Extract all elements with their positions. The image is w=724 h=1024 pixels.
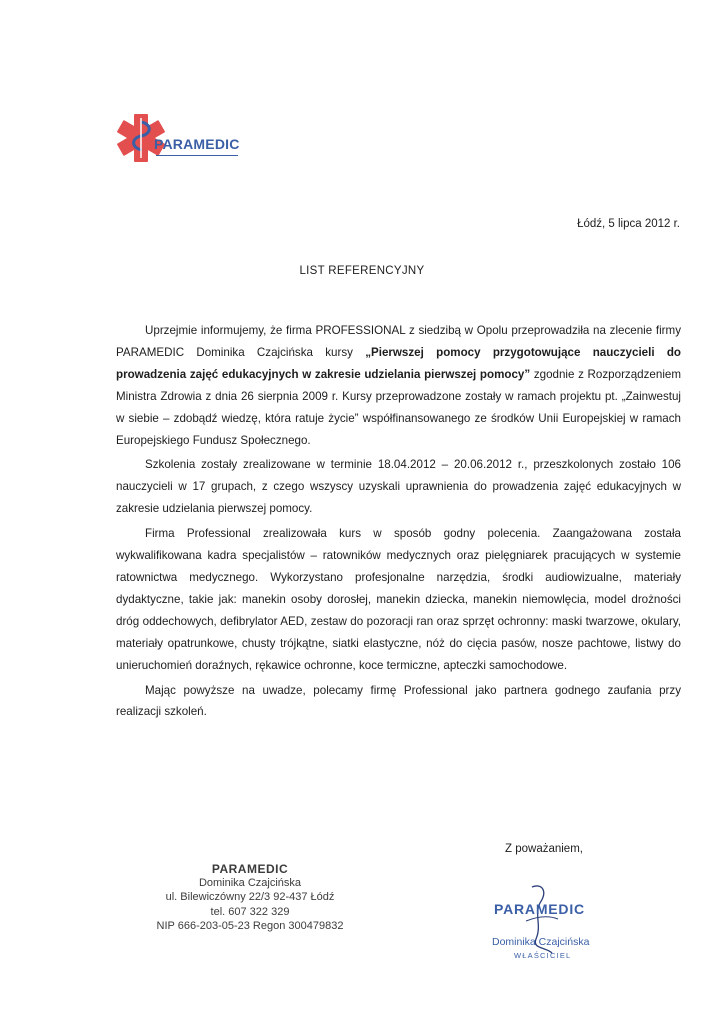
signatory-role: WŁAŚCICIEL [514,951,572,960]
stamp-phone: tel. 607 322 329 [210,905,290,918]
stamp-address: ul. Bilewiczówny 22/3 92-437 Łódź [165,891,335,904]
paragraph-2: Szkolenia zostały zrealizowane w terminie 18.04.2012 – 20.06.2012 r., przeszkolonych zostało 106 nauczycieli w 17 grupach, z czego wszyscy uzyskali uprawnienia do prowadzenia zajęć edukacyjnych w zakresie udzielania pierwszej pomocy. [116,458,681,516]
letter-date: Łódź, 5 lipca 2012 r. [577,218,680,230]
handwritten-signature [512,881,572,961]
stamp-ids: NIP 666-203-05-23 Regon 300479832 [156,919,344,932]
letter-title: LIST REFERENCYJNY [299,265,425,277]
paragraph-3: Firma Professional zrealizowała kurs w sposób godny polecenia. Zaangażowana została wykwalifikowana kadra specjalistów – ratowników medycznych oraz pielęgniarek pracujących w systemie ratownictwa medycznego. Wykorzystano profesjonalne narzędzia, środki audiowizualne, materiały dydaktyczne, takie jak: manekin osoby dorosłej, manekin dziecka, manekin niemowlęcia, model drożności dróg oddechowych, defibrylator AED, zestaw do pozoracji ran oraz sprzęt ochronny: maski twarzowe, okulary, materiały opatrunkowe, chusty trójkątne, siatki elastyczne, nóż do cięcia pasów, nosze pachtowe, listwy do unieruchomień doraźnych, rękawice ochronne, koce termiczne, apteczki samochodowe. [116,527,681,672]
letter-body [116,320,681,723]
signature-stamp [482,893,612,968]
logo-underline [156,155,238,156]
paragraph-1-intro: Uprzejmie informujemy, że firma PROFESSIONAL z siedzibą w Opolu przeprowadziła na zlecenie firmy PARAMEDIC Dominika Czajcińska kursy [116,324,681,359]
course-name: „Pierwszej pomocy przygotowujące nauczycieli do prowadzenia zajęć edukacyjnych w zakresie udzielania pierwszej pomocy” [116,345,681,381]
stamp-owner: Dominika Czajcińska [198,877,302,890]
company-stamp [150,862,350,933]
company-logo [112,108,242,172]
paragraph-1-rest: zgodnie z Rozporządzeniem Ministra Zdrowia z dnia 26 sierpnia 2009 r. Kursy przeprowadzone zostały w ramach projektu pt. „Zainwestuj w siebie – zdobądź wiedzę, która ratuje życie” współfinansowanego ze środków Unii Europejskiej w ramach Europejskiego Fundusz Społecznego. [116,367,682,447]
signatory-name: Dominika Czajcińska [492,936,590,948]
paragraph-4: Mając powyższe na uwadze, polecamy firmę Professional jako partnera godnego zaufania przy realizacji szkoleń. [116,683,681,719]
logo-text: PARAMEDIC [154,136,240,152]
signature-logo: PARAMEDIC [494,901,585,917]
closing-text: Z poważaniem, [505,843,583,855]
paragraph-1 [116,320,681,451]
stamp-company-name: PARAMEDIC [211,862,289,876]
